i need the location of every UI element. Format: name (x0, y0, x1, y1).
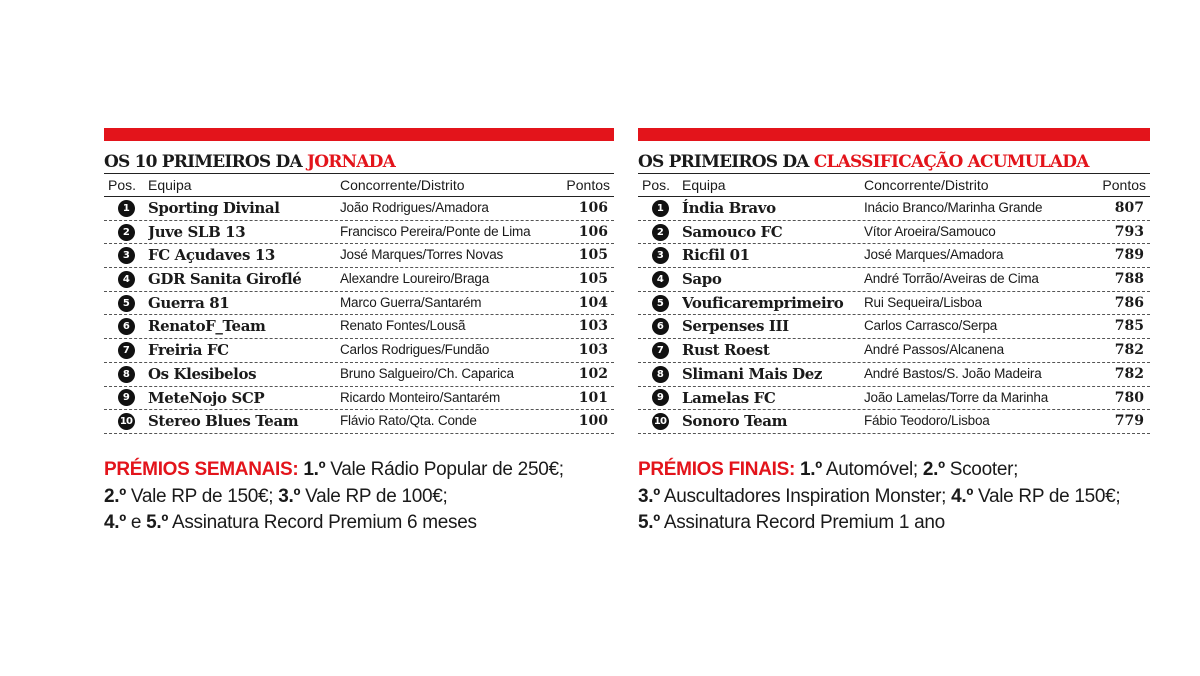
table-row (638, 315, 1150, 339)
position-badge: 1 (652, 200, 669, 217)
jornada-title: OS 10 PRIMEIROS DA JORNADA (104, 151, 614, 174)
competitor-district: Renato Fontes/Lousã (340, 318, 466, 334)
team-name: Vouficaremprimeiro (682, 293, 844, 312)
position-badge: 10 (652, 413, 669, 430)
competitor-district: Marco Guerra/Santarém (340, 294, 482, 310)
points: 104 (578, 294, 608, 311)
final-prizes-line-3: 5.º Assinatura Record Premium 1 ano (638, 512, 945, 533)
competitor-district: Flávio Rato/Qta. Conde (340, 413, 477, 429)
points: 785 (1114, 318, 1144, 335)
header-team: Equipa (682, 177, 726, 193)
team-name: RenatoF_Team (148, 317, 266, 336)
table-row (638, 339, 1150, 363)
team-name: MeteNojo SCP (148, 388, 265, 407)
position-badge: 8 (118, 366, 135, 383)
team-name: Slimani Mais Dez (682, 364, 823, 383)
classificacao-table-header (638, 174, 1150, 197)
competitor-district: Carlos Carrasco/Serpa (864, 318, 998, 334)
team-name: Serpenses III (682, 317, 789, 336)
table-row (104, 292, 614, 316)
position-badge: 9 (652, 389, 669, 406)
position-badge: 10 (118, 413, 135, 430)
competitor-district: André Passos/Alcanena (864, 342, 1004, 358)
team-name: Guerra 81 (148, 293, 230, 312)
position-badge: 6 (652, 318, 669, 335)
position-badge: 9 (118, 389, 135, 406)
points: 782 (1114, 342, 1144, 359)
position-badge: 2 (118, 224, 135, 241)
competitor-district: Carlos Rodrigues/Fundão (340, 342, 490, 358)
team-name: Stereo Blues Team (148, 412, 299, 431)
points: 789 (1114, 247, 1144, 264)
points: 782 (1114, 365, 1144, 382)
competitor-district: Inácio Branco/Marinha Grande (864, 200, 1043, 215)
points: 101 (578, 389, 608, 406)
competitor-district: Vítor Aroeira/Samouco (864, 223, 996, 239)
table-row (104, 268, 614, 292)
points: 105 (578, 247, 608, 264)
header-competitor: Concorrente/Distrito (340, 177, 465, 193)
competitor-district: Alexandre Loureiro/Braga (340, 271, 490, 287)
table-row (638, 292, 1150, 316)
points: 103 (578, 342, 608, 359)
points: 100 (578, 413, 608, 430)
header-competitor: Concorrente/Distrito (864, 177, 989, 193)
table-row (104, 315, 614, 339)
team-name: Rust Roest (682, 341, 770, 360)
table-row (638, 197, 1150, 221)
position-badge: 4 (652, 271, 669, 288)
points: 793 (1114, 223, 1144, 240)
competitor-district: André Torrão/Aveiras de Cima (864, 271, 1039, 287)
position-badge: 6 (118, 318, 135, 335)
points: 807 (1114, 200, 1144, 216)
competitor-district: João Lamelas/Torre da Marinha (864, 389, 1049, 405)
points: 788 (1114, 271, 1144, 288)
points: 786 (1114, 294, 1144, 311)
table-row (104, 410, 614, 434)
competitor-district: Fábio Teodoro/Lisboa (864, 413, 990, 429)
team-name: Os Klesibelos (148, 364, 257, 383)
table-row (104, 244, 614, 268)
table-row (638, 410, 1150, 434)
classificacao-title: OS PRIMEIROS DA CLASSIFICAÇÃO ACUMULADA (638, 151, 1150, 174)
position-badge: 5 (118, 295, 135, 312)
table-row (638, 221, 1150, 245)
position-badge: 5 (652, 295, 669, 312)
points: 105 (578, 271, 608, 288)
table-row (104, 221, 614, 245)
team-name: Sapo (682, 270, 722, 289)
competitor-district: João Rodrigues/Amadora (340, 200, 489, 215)
points: 780 (1114, 389, 1144, 406)
team-name: Juve SLB 13 (148, 222, 246, 241)
final-prizes (638, 457, 1120, 537)
team-name: FC Açudaves 13 (148, 246, 275, 265)
competitor-district: Ricardo Monteiro/Santarém (340, 389, 501, 405)
position-badge: 3 (652, 247, 669, 264)
table-row (104, 339, 614, 363)
header-pos: Pos. (108, 177, 137, 193)
classificacao-red-bar (638, 128, 1150, 141)
competitor-district: André Bastos/S. João Madeira (864, 365, 1042, 381)
weekly-prizes (104, 457, 564, 537)
jornada-red-bar (104, 128, 614, 141)
table-row (638, 363, 1150, 387)
position-badge: 3 (118, 247, 135, 264)
team-name: Samouco FC (682, 222, 783, 241)
header-team: Equipa (148, 177, 192, 193)
weekly-prizes-line-1: PRÉMIOS SEMANAIS: 1.º Vale Rádio Popular de 250€; (104, 459, 564, 480)
team-name: GDR Sanita Giroflé (148, 270, 302, 289)
table-row (104, 363, 614, 387)
points: 779 (1114, 413, 1144, 430)
final-prizes-line-1: PRÉMIOS FINAIS: 1.º Automóvel; 2.º Scooter; (638, 459, 1019, 480)
position-badge: 7 (118, 342, 135, 359)
jornada-table-header (104, 174, 614, 197)
team-name: Índia Bravo (682, 199, 776, 217)
team-name: Sonoro Team (682, 412, 788, 431)
final-prizes-line-2: 3.º Auscultadores Inspiration Monster; 4.º Vale RP de 150€; (638, 485, 1121, 507)
position-badge: 7 (652, 342, 669, 359)
weekly-prizes-line-3: 4.º e 5.º Assinatura Record Premium 6 meses (104, 512, 477, 533)
team-name: Ricfil 01 (682, 246, 750, 265)
position-badge: 2 (652, 224, 669, 241)
team-name: Lamelas FC (682, 388, 776, 407)
jornada-panel (104, 128, 614, 434)
header-pos: Pos. (642, 177, 671, 193)
points: 103 (578, 318, 608, 335)
weekly-prizes-line-2: 2.º Vale RP de 150€; 3.º Vale RP de 100€; (104, 485, 448, 507)
table-row (638, 268, 1150, 292)
team-name: Freiria FC (148, 341, 229, 360)
competitor-district: Rui Sequeira/Lisboa (864, 294, 982, 310)
competitor-district: Francisco Pereira/Ponte de Lima (340, 223, 531, 239)
table-row (104, 387, 614, 411)
points: 102 (578, 365, 608, 382)
header-points: Pontos (1102, 177, 1146, 193)
classificacao-panel (638, 128, 1150, 434)
position-badge: 8 (652, 366, 669, 383)
points: 106 (578, 200, 608, 216)
competitor-district: Bruno Salgueiro/Ch. Caparica (340, 365, 514, 381)
team-name: Sporting Divinal (148, 199, 280, 217)
position-badge: 4 (118, 271, 135, 288)
header-points: Pontos (566, 177, 610, 193)
competitor-district: José Marques/Torres Novas (340, 247, 504, 263)
competitor-district: José Marques/Amadora (864, 247, 1004, 263)
points: 106 (578, 223, 608, 240)
table-row (638, 244, 1150, 268)
position-badge: 1 (118, 200, 135, 217)
table-row (638, 387, 1150, 411)
table-row (104, 197, 614, 221)
